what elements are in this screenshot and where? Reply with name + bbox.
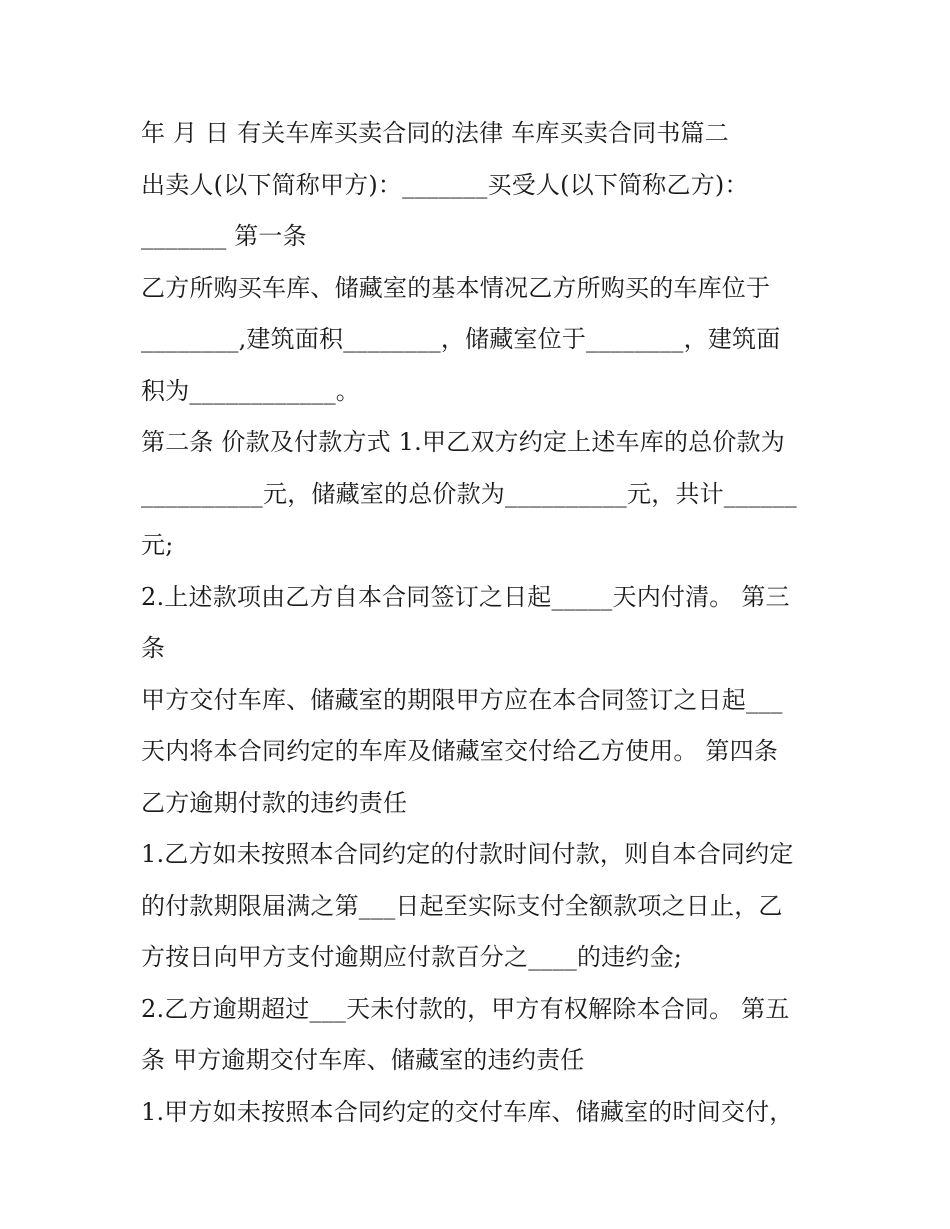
text-line: 2.乙方逾期超过___天未付款的，甲方有权解除本合同。 第五 [141,994,790,1023]
text-line: ________,建筑面积________，储藏室位于________，建筑面 [141,325,781,353]
text-line: 乙方逾期付款的违约责任 [141,788,408,817]
text-line: 条 甲方逾期交付车库、储藏室的违约责任 [141,1046,585,1074]
text-line: 2.上述款项由乙方自本合同签订之日起_____天内付清。 第三 [141,582,790,611]
text-line: 第二条 价款及付款方式 1.甲乙双方约定上述车库的总价款为 [141,428,785,456]
text-line: 1.甲方如未按照本合同约定的交付车库、储藏室的时间交付， [141,1097,794,1126]
text-line: 元; [141,531,174,559]
text-line: 甲方交付车库、储藏室的期限甲方应在本合同签订之日起___ [141,685,783,714]
contract-text [141,108,811,1138]
text-line: __________元，储藏室的总价款为__________元，共计______ [141,479,797,508]
text-line: 乙方所购买车库、储藏室的基本情况乙方所购买的车库位于 [141,273,771,302]
text-line: _______ 第一条 [141,222,307,250]
text-line: 方按日向甲方支付逾期应付款百分之____的违约金; [141,943,683,971]
text-line: 出卖人(以下简称甲方)：_______买受人(以下简称乙方)： [141,170,749,199]
text-line: 天内将本合同约定的车库及储藏室交付给乙方使用。 第四条 [141,737,779,765]
text-line: 1.乙方如未按照本合同约定的付款时间付款，则自本合同约定 [141,840,794,868]
text-line: 积为____________。 [141,376,360,405]
text-line: 的付款期限届满之第___日起至实际支付全额款项之日止，乙 [141,891,783,920]
text-line: 条 [141,634,166,662]
text-line: 年 月 日 有关车库买卖合同的法律 车库买卖合同书篇二 [141,119,729,147]
